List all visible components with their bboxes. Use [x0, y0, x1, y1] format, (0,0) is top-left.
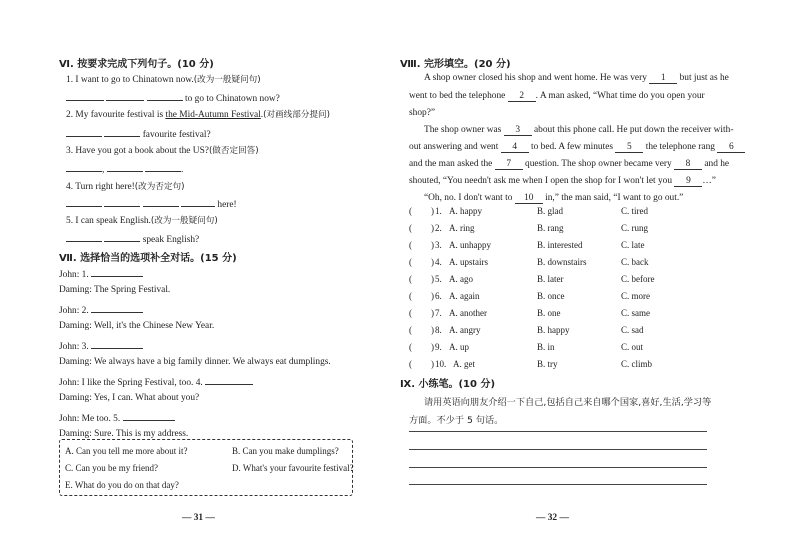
page-number: — 32 —: [536, 513, 569, 523]
choice-option-c[interactable]: C. back: [621, 257, 649, 267]
writing-line[interactable]: [409, 449, 707, 450]
dialogue-line: Daming: Well, it's the Chinese New Year.: [59, 321, 215, 331]
cloze-blank-7[interactable]: 7: [495, 159, 523, 170]
section-6-title: Ⅵ. 按要求完成下列句子。(10 分): [59, 59, 214, 70]
answer-blank[interactable]: [147, 91, 183, 101]
dialogue-line: [59, 339, 143, 352]
q1-note: (改为一般疑问句): [193, 75, 261, 85]
answer-blank[interactable]: [66, 91, 104, 101]
q3-prompt: [66, 144, 259, 156]
choice-number: 9.: [435, 342, 442, 352]
cloze-blank-2[interactable]: 2: [508, 91, 536, 102]
passage-line-8: [424, 193, 683, 204]
section-9-title: Ⅸ. 小练笔。(10 分): [400, 379, 496, 390]
dialogue-line: [59, 411, 175, 424]
answer-paren-open[interactable]: (: [409, 308, 412, 318]
q4-answer-line: [66, 197, 237, 210]
choice-number: 10.: [435, 359, 447, 369]
choice-option-c[interactable]: C. more: [621, 291, 650, 301]
choice-option-c[interactable]: C. out: [621, 342, 644, 352]
choice-option-a[interactable]: A. another: [449, 308, 487, 318]
q2-text-post: .: [260, 110, 264, 120]
choice-option-b[interactable]: B. try: [537, 359, 558, 369]
answer-blank[interactable]: [145, 162, 181, 172]
cloze-blank-9[interactable]: 9: [674, 176, 702, 187]
choice-option-c[interactable]: C. rung: [621, 223, 648, 233]
choice-option-a[interactable]: A. get: [453, 359, 475, 369]
answer-paren-open[interactable]: (: [409, 257, 412, 267]
q3-period: .: [181, 165, 184, 175]
q1-prompt: [66, 73, 261, 85]
option-e: E. What do you do on that day?: [65, 480, 179, 490]
passage-line-4: [424, 125, 733, 136]
q5-answer-tail: speak English?: [142, 235, 200, 245]
answer-blank[interactable]: [106, 91, 144, 101]
passage-line-1: [424, 73, 729, 84]
answer-blank[interactable]: [104, 197, 140, 207]
q3-answer-line: [66, 162, 183, 175]
q3-comma: ,: [102, 165, 105, 175]
passage-text: and the man asked the: [409, 159, 493, 169]
dialogue-text: John: 1.: [59, 270, 89, 280]
q1-text: 1. I want to go to Chinatown now.: [66, 75, 194, 85]
passage-line-5: [409, 142, 745, 153]
answer-paren-close[interactable]: ): [431, 223, 434, 233]
section-8-title: Ⅷ. 完形填空。(20 分): [400, 59, 511, 70]
q1-answer-tail: to go to Chinatown now?: [185, 94, 280, 104]
writing-line[interactable]: [409, 484, 707, 485]
choice-number: 1.: [435, 206, 442, 216]
answer-paren-open[interactable]: (: [409, 274, 412, 284]
choice-option-a[interactable]: A. ago: [449, 274, 473, 284]
dialogue-text: John: 3.: [59, 342, 89, 352]
choice-option-b[interactable]: B. downstairs: [537, 257, 587, 267]
dialogue-text: John: Me too. 5.: [59, 414, 121, 424]
answer-blank[interactable]: [66, 127, 102, 137]
answer-paren-close[interactable]: ): [431, 274, 434, 284]
answer-blank[interactable]: [91, 303, 143, 313]
q2-underlined: the Mid-Autumn Festival: [165, 110, 261, 120]
answer-paren-open[interactable]: (: [409, 359, 412, 369]
option-d: D. What's your favourite festival?: [232, 463, 354, 473]
page-number: — 31 —: [182, 513, 215, 523]
answer-paren-close[interactable]: ): [431, 257, 434, 267]
answer-blank[interactable]: [91, 339, 143, 349]
answer-paren-close[interactable]: ): [431, 308, 434, 318]
answer-paren-open[interactable]: (: [409, 291, 412, 301]
option-a: A. Can you tell me more about it?: [65, 446, 188, 456]
choice-option-a[interactable]: A. unhappy: [449, 240, 491, 250]
answer-paren-open[interactable]: (: [409, 342, 412, 352]
answer-paren-close[interactable]: ): [431, 291, 434, 301]
passage-text: A shop owner closed his shop and went home. He was very: [424, 73, 647, 83]
q5-prompt: [66, 214, 218, 226]
passage-line-7: [409, 176, 716, 187]
passage-text: went to bed the telephone: [409, 91, 506, 101]
q4-answer-tail: here!: [217, 200, 237, 210]
passage-line-6: [409, 159, 729, 170]
cloze-blank-4[interactable]: 4: [501, 142, 529, 153]
q2-answer-tail: favourite festival?: [142, 130, 211, 140]
choice-option-a[interactable]: A. again: [449, 291, 480, 301]
dialogue-text: John: I like the Spring Festival, too. 4.: [59, 378, 203, 388]
passage-text: “Oh, no. I don't want to: [424, 193, 513, 203]
choice-option-c[interactable]: C. late: [621, 240, 645, 250]
choice-option-b[interactable]: B. happy: [537, 325, 570, 335]
dialogue-line: Daming: Yes, I can. What about you?: [59, 393, 200, 403]
writing-line[interactable]: [409, 467, 707, 468]
passage-text: shouted, “You needn't ask me when I open the shop for I won't let you: [409, 176, 673, 186]
options-box: [59, 439, 353, 496]
answer-paren-open[interactable]: (: [409, 240, 412, 250]
choice-option-b[interactable]: B. in: [537, 342, 555, 352]
answer-blank[interactable]: [91, 267, 143, 277]
q4-text: 4. Turn right here!: [66, 182, 135, 192]
choice-option-c[interactable]: C. tired: [621, 206, 648, 216]
q2-text-pre: 2. My favourite festival is: [66, 110, 166, 120]
section-7-title: Ⅶ. 选择恰当的选项补全对话。(15 分): [59, 253, 237, 264]
cloze-blank-3[interactable]: 3: [504, 125, 532, 136]
choice-option-b[interactable]: B. interested: [537, 240, 583, 250]
choice-option-a[interactable]: A. upstairs: [449, 257, 488, 267]
choice-number: 5.: [435, 274, 442, 284]
cloze-blank-8[interactable]: 8: [674, 159, 702, 170]
q2-answer-line: [66, 127, 211, 140]
dialogue-line: [59, 267, 143, 280]
passage-text: . A man asked, “What time do you open your: [535, 91, 705, 101]
q3-text: 3. Have you got a book about the US?: [66, 146, 209, 156]
answer-paren-close[interactable]: ): [431, 325, 434, 335]
q1-answer-line: [66, 91, 280, 104]
option-b: B. Can you make dumplings?: [232, 446, 339, 456]
q3-note: (做否定回答): [208, 146, 259, 156]
cloze-blank-10[interactable]: 10: [515, 193, 543, 204]
choice-number: 7.: [435, 308, 442, 318]
choice-option-c[interactable]: C. same: [621, 308, 650, 318]
cloze-blank-5[interactable]: 5: [615, 142, 643, 153]
passage-text: in,” the man said, “I want to go out.”: [545, 193, 684, 203]
dialogue-line: [59, 375, 253, 388]
q2-prompt: [66, 108, 330, 120]
writing-prompt-line-1: 请用英语向朋友介绍一下自己,包括自己来自哪个国家,喜好,生活,学习等: [424, 397, 712, 408]
q5-answer-line: [66, 232, 199, 245]
answer-paren-close[interactable]: ): [431, 240, 434, 250]
answer-blank[interactable]: [104, 232, 140, 242]
q2-note: (对画线部分提问): [263, 110, 330, 120]
cloze-blank-1[interactable]: 1: [649, 73, 677, 84]
choice-option-c[interactable]: C. sad: [621, 325, 644, 335]
passage-text: about this phone call. He put down the receiver with-: [534, 125, 734, 135]
choice-option-a[interactable]: A. ring: [449, 223, 475, 233]
passage-text: The shop owner was: [424, 125, 502, 135]
option-c: C. Can you be my friend?: [65, 463, 158, 473]
answer-blank[interactable]: [66, 232, 102, 242]
answer-blank[interactable]: [107, 162, 143, 172]
q5-text: 5. I can speak English.: [66, 216, 151, 226]
answer-blank[interactable]: [66, 197, 102, 207]
choice-option-b[interactable]: B. one: [537, 308, 561, 318]
answer-blank[interactable]: [104, 127, 140, 137]
passage-text: and he: [704, 159, 730, 169]
dialogue-line: [59, 303, 143, 316]
answer-blank[interactable]: [181, 197, 215, 207]
answer-paren-close[interactable]: ): [431, 206, 434, 216]
choice-option-b[interactable]: B. glad: [537, 206, 563, 216]
passage-line-3: shop?”: [409, 108, 436, 118]
passage-line-2: [409, 91, 705, 102]
choice-number: 2.: [435, 223, 442, 233]
choice-number: 8.: [435, 325, 442, 335]
dialogue-line: Daming: Sure. This is my address.: [59, 429, 189, 439]
answer-paren-open[interactable]: (: [409, 325, 412, 335]
q4-note: (改为否定句): [134, 182, 185, 192]
answer-paren-close[interactable]: ): [431, 342, 434, 352]
choice-option-c[interactable]: C. climb: [621, 359, 652, 369]
writing-prompt-line-2: 方面。不少于 5 句话。: [409, 415, 504, 426]
passage-text: …”: [702, 176, 716, 186]
dialogue-text: John: 2.: [59, 306, 89, 316]
passage-text: out answering and went: [409, 142, 499, 152]
choice-option-b[interactable]: B. once: [537, 291, 565, 301]
cloze-blank-6[interactable]: 6: [717, 142, 745, 153]
passage-text: but just as he: [679, 73, 729, 83]
dialogue-line: Daming: We always have a big family dinner. We always eat dumplings.: [59, 357, 331, 367]
choice-number: 3.: [435, 240, 442, 250]
q5-note: (改为一般疑问句): [150, 216, 218, 226]
choice-number: 6.: [435, 291, 442, 301]
passage-text: to bed. A few minutes: [531, 142, 614, 152]
dialogue-line: Daming: The Spring Festival.: [59, 285, 171, 295]
passage-text: the telephone rang: [645, 142, 715, 152]
choice-option-a[interactable]: A. up: [449, 342, 469, 352]
answer-paren-open[interactable]: (: [409, 206, 412, 216]
answer-paren-close[interactable]: ): [431, 359, 434, 369]
answer-blank[interactable]: [143, 197, 179, 207]
answer-blank[interactable]: [205, 375, 253, 385]
choice-option-a[interactable]: A. happy: [449, 206, 482, 216]
choice-option-b[interactable]: B. later: [537, 274, 564, 284]
writing-line[interactable]: [409, 431, 707, 432]
choice-number: 4.: [435, 257, 442, 267]
choice-option-a[interactable]: A. angry: [449, 325, 481, 335]
passage-text: question. The shop owner became very: [525, 159, 672, 169]
choice-option-b[interactable]: B. rang: [537, 223, 564, 233]
answer-blank[interactable]: [123, 411, 175, 421]
choice-option-c[interactable]: C. before: [621, 274, 655, 284]
q4-prompt: [66, 180, 184, 192]
answer-paren-open[interactable]: (: [409, 223, 412, 233]
answer-blank[interactable]: [66, 162, 102, 172]
